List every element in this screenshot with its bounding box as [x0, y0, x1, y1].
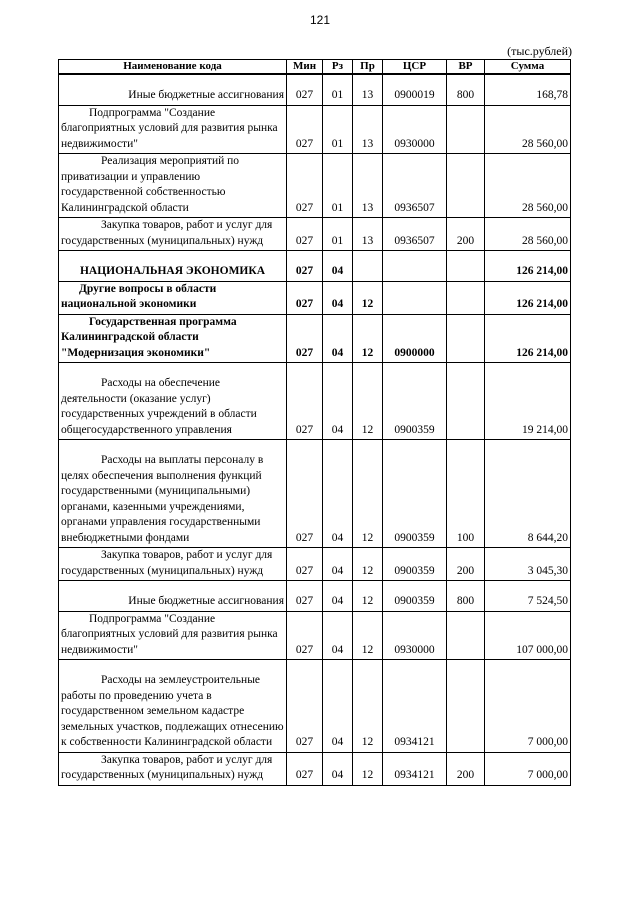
- row-sum: 28 560,00: [485, 105, 571, 154]
- row-sum: 8 644,20: [485, 453, 571, 548]
- header-rz: Рз: [323, 60, 353, 75]
- row-sum: 3 045,30: [485, 548, 571, 581]
- row-min: 027: [287, 264, 323, 281]
- row-vr: [447, 154, 485, 218]
- row-name: Иные бюджетные ассигнования: [59, 594, 287, 611]
- row-min: 027: [287, 548, 323, 581]
- row-pr: 13: [353, 88, 383, 105]
- row-vr: 200: [447, 548, 485, 581]
- row-min: 027: [287, 453, 323, 548]
- row-min: 027: [287, 611, 323, 660]
- table-row: [59, 154, 571, 218]
- row-pr: 12: [353, 752, 383, 785]
- row-sum: 126 214,00: [485, 281, 571, 314]
- row-name: Закупка товаров, работ и услуг для государственных (муниципальных) нужд: [59, 548, 287, 581]
- row-sum: 7 000,00: [485, 752, 571, 785]
- header-min: Мин: [287, 60, 323, 75]
- row-name: Реализация мероприятий по приватизации и управлению государственной собственностью Калининградской области: [59, 154, 287, 218]
- table-row: [59, 281, 571, 314]
- row-vr: [447, 281, 485, 314]
- row-rz: 01: [323, 218, 353, 251]
- row-sum: 19 214,00: [485, 376, 571, 440]
- table-row: [59, 105, 571, 154]
- row-rz: 04: [323, 281, 353, 314]
- row-rz: 01: [323, 105, 353, 154]
- row-pr: 12: [353, 281, 383, 314]
- row-min: 027: [287, 673, 323, 752]
- row-rz: 04: [323, 673, 353, 752]
- row-vr: 200: [447, 752, 485, 785]
- row-csr: 0936507: [383, 154, 447, 218]
- row-name: Закупка товаров, работ и услуг для государственных (муниципальных) нужд: [59, 218, 287, 251]
- row-rz: 04: [323, 314, 353, 363]
- row-csr: 0936507: [383, 218, 447, 251]
- row-vr: [447, 376, 485, 440]
- row-pr: 12: [353, 314, 383, 363]
- page-number: 121: [309, 13, 331, 27]
- row-csr: 0934121: [383, 752, 447, 785]
- row-pr: 12: [353, 548, 383, 581]
- row-pr: 13: [353, 154, 383, 218]
- row-name: Иные бюджетные ассигнования: [59, 88, 287, 105]
- row-pr: 12: [353, 594, 383, 611]
- row-min: 027: [287, 218, 323, 251]
- budget-table: [58, 59, 571, 786]
- row-sum: 126 214,00: [485, 264, 571, 281]
- row-name: Государственная программа Калининградской области "Модернизация экономики": [59, 314, 287, 363]
- row-vr: [447, 611, 485, 660]
- row-name: Другие вопросы в области национальной экономики: [59, 281, 287, 314]
- row-min: 027: [287, 88, 323, 105]
- header-name: Наименование кода: [59, 60, 287, 75]
- row-sum: 28 560,00: [485, 154, 571, 218]
- row-pr: [353, 264, 383, 281]
- row-rz: 01: [323, 154, 353, 218]
- header-csr: ЦСР: [383, 60, 447, 75]
- row-vr: 100: [447, 453, 485, 548]
- units-label: (тыс.рублей): [507, 44, 572, 58]
- row-pr: 13: [353, 218, 383, 251]
- header-vr: ВР: [447, 60, 485, 75]
- row-name: Подпрограмма "Создание благоприятных условий для развития рынка недвижимости": [59, 105, 287, 154]
- row-min: 027: [287, 281, 323, 314]
- row-sum: 7 524,50: [485, 594, 571, 611]
- row-rz: 04: [323, 594, 353, 611]
- row-csr: 0900359: [383, 376, 447, 440]
- row-vr: [447, 314, 485, 363]
- row-pr: 12: [353, 611, 383, 660]
- row-name: Расходы на землеустроительные работы по проведению учета в государственном земельном кадастре земельных участков, подлежащих отнесению к собственности Калининградской области: [59, 673, 287, 752]
- row-sum: 126 214,00: [485, 314, 571, 363]
- table-header-row: [59, 60, 571, 75]
- row-rz: 01: [323, 88, 353, 105]
- row-rz: 04: [323, 453, 353, 548]
- row-vr: [447, 264, 485, 281]
- row-rz: 04: [323, 376, 353, 440]
- row-min: 027: [287, 594, 323, 611]
- row-pr: 12: [353, 376, 383, 440]
- table-row: [59, 752, 571, 785]
- table-row: [59, 314, 571, 363]
- row-pr: 12: [353, 673, 383, 752]
- row-csr: 0900019: [383, 88, 447, 105]
- row-name: Расходы на выплаты персоналу в целях обеспечения выполнения функций государственными (муниципальными) органами, казенными учреждениями, органами управления государственными внебюджетными фондами: [59, 453, 287, 548]
- table-row: [59, 264, 571, 281]
- row-name: Подпрограмма "Создание благоприятных условий для развития рынка недвижимости": [59, 611, 287, 660]
- table-row: [59, 673, 571, 752]
- row-rz: 04: [323, 264, 353, 281]
- row-pr: 12: [353, 453, 383, 548]
- row-pr: 13: [353, 105, 383, 154]
- row-vr: 200: [447, 218, 485, 251]
- row-csr: 0930000: [383, 105, 447, 154]
- row-sum: 7 000,00: [485, 673, 571, 752]
- row-rz: 04: [323, 548, 353, 581]
- table-row: [59, 218, 571, 251]
- row-csr: 0934121: [383, 673, 447, 752]
- row-csr: [383, 281, 447, 314]
- row-csr: 0930000: [383, 611, 447, 660]
- row-csr: 0900359: [383, 453, 447, 548]
- table-row: [59, 611, 571, 660]
- table-row: [59, 548, 571, 581]
- row-min: 027: [287, 376, 323, 440]
- table-row: [59, 88, 571, 105]
- row-min: 027: [287, 752, 323, 785]
- row-csr: [383, 264, 447, 281]
- row-name: Расходы на обеспечение деятельности (оказание услуг) государственных учреждений в области общегосударственного управления: [59, 376, 287, 440]
- row-name: Закупка товаров, работ и услуг для государственных (муниципальных) нужд: [59, 752, 287, 785]
- row-rz: 04: [323, 611, 353, 660]
- row-vr: 800: [447, 594, 485, 611]
- row-min: 027: [287, 105, 323, 154]
- row-csr: 0900000: [383, 314, 447, 363]
- row-vr: [447, 105, 485, 154]
- header-sum: Сумма: [485, 60, 571, 75]
- row-sum: 28 560,00: [485, 218, 571, 251]
- row-sum: 107 000,00: [485, 611, 571, 660]
- header-pr: Пр: [353, 60, 383, 75]
- table-row: [59, 594, 571, 611]
- row-rz: 04: [323, 752, 353, 785]
- row-name: НАЦИОНАЛЬНАЯ ЭКОНОМИКА: [59, 264, 287, 281]
- table-row: [59, 376, 571, 440]
- row-min: 027: [287, 154, 323, 218]
- row-min: 027: [287, 314, 323, 363]
- row-vr: 800: [447, 88, 485, 105]
- row-csr: 0900359: [383, 594, 447, 611]
- table-row: [59, 453, 571, 548]
- row-csr: 0900359: [383, 548, 447, 581]
- row-vr: [447, 673, 485, 752]
- row-sum: 168,78: [485, 88, 571, 105]
